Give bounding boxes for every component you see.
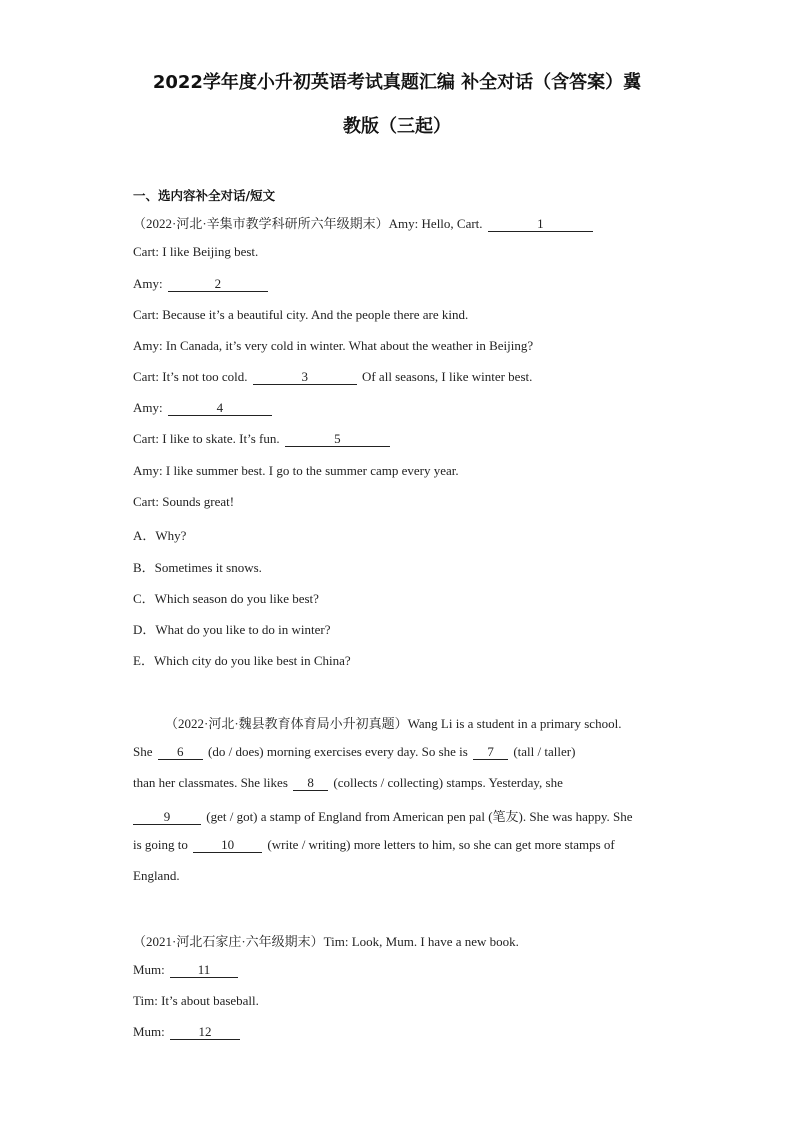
blank-4[interactable]: 4 (168, 401, 272, 416)
q1-line-6-after: Of all seasons, I like winter best. (358, 369, 533, 384)
q2-line-4 (133, 806, 633, 825)
q1-line-7 (133, 400, 274, 416)
q2-line-3-b: (collects / collecting) stamps. Yesterday, she (330, 775, 563, 790)
q2-source: （2022·河北·魏县教育体育局小升初真题） (165, 716, 408, 731)
q2-line-1-text: Wang Li is a student in a primary school. (407, 716, 622, 731)
blank-2[interactable]: 2 (168, 277, 268, 292)
q1-line-3 (133, 276, 270, 292)
q1-line-6 (133, 369, 532, 385)
q2-line-1 (165, 713, 621, 732)
option-a: A．Why? (133, 528, 187, 543)
q3-line-4 (133, 1024, 242, 1040)
q3-line-3: Tim: It’s about baseball. (133, 993, 259, 1008)
blank-3[interactable]: 3 (253, 370, 357, 385)
q3-line-4-text: Mum: (133, 1024, 169, 1039)
q2-line-5-b: (write / writing) more letters to him, so she can get more stamps of (264, 837, 615, 852)
q1-line-9: Amy: I like summer best. I go to the summer camp every year. (133, 463, 459, 478)
q2-line-3-a: than her classmates. She likes (133, 775, 292, 790)
blank-12[interactable]: 12 (170, 1025, 240, 1040)
q1-line-6-text: Cart: It’s not too cold. (133, 369, 251, 384)
q1-line-8 (133, 431, 392, 447)
option-d: D．What do you like to do in winter? (133, 622, 331, 637)
q2-line-4-b: (get / got) a stamp of England from American pen pal (笔友). She was happy. She (203, 809, 633, 824)
q1-line-3-text: Amy: (133, 276, 166, 291)
q3-source: （2021·河北石家庄·六年级期末） (133, 934, 324, 949)
blank-9[interactable]: 9 (133, 810, 201, 825)
q2-line-2-c: (tall / taller) (510, 744, 576, 759)
q2-line-2 (133, 744, 575, 760)
q1-line-7-text: Amy: (133, 400, 166, 415)
blank-11[interactable]: 11 (170, 963, 238, 978)
option-e: E．Which city do you like best in China? (133, 653, 351, 668)
blank-10[interactable]: 10 (193, 838, 262, 853)
document-title-line-1: 2022学年度小升初英语考试真题汇编 补全对话（含答案）冀 (152, 72, 642, 93)
q3-line-2 (133, 962, 240, 978)
q2-line-2-a: She (133, 744, 156, 759)
option-b: B．Sometimes it snows. (133, 560, 262, 575)
q2-line-3 (133, 775, 563, 791)
q3-line-1 (133, 931, 519, 950)
q2-line-2-b: (do / does) morning exercises every day. So she is (204, 744, 472, 759)
q1-line-4: Cart: Because it’s a beautiful city. And the people there are kind. (133, 307, 469, 322)
blank-8[interactable]: 8 (293, 776, 328, 791)
option-c: C．Which season do you like best? (133, 591, 319, 606)
q1-source: （2022·河北·辛集市教学科研所六年级期末） (133, 216, 389, 231)
q3-line-1-text: Tim: Look, Mum. I have a new book. (323, 934, 519, 949)
q2-line-6: England. (133, 868, 180, 883)
q1-line-10: Cart: Sounds great! (133, 494, 235, 509)
q1-line-2: Cart: I like Beijing best. (133, 244, 259, 259)
blank-6[interactable]: 6 (158, 745, 203, 760)
q1-line-1-text: Amy: Hello, Cart. (388, 216, 486, 231)
document-title-line-2: 教版（三起） (343, 116, 451, 137)
q3-line-2-text: Mum: (133, 962, 169, 977)
q1-line-8-text: Cart: I like to skate. It’s fun. (133, 431, 283, 446)
blank-1[interactable]: 1 (488, 217, 593, 232)
blank-5[interactable]: 5 (285, 432, 390, 447)
q2-line-5-a: is going to (133, 837, 192, 852)
q1-line-1 (133, 213, 595, 232)
q2-line-5 (133, 837, 615, 853)
blank-7[interactable]: 7 (473, 745, 508, 760)
section-heading: 一、选内容补全对话/短文 (133, 188, 276, 203)
q1-line-5: Amy: In Canada, it’s very cold in winter. What about the weather in Beijing? (133, 338, 534, 353)
